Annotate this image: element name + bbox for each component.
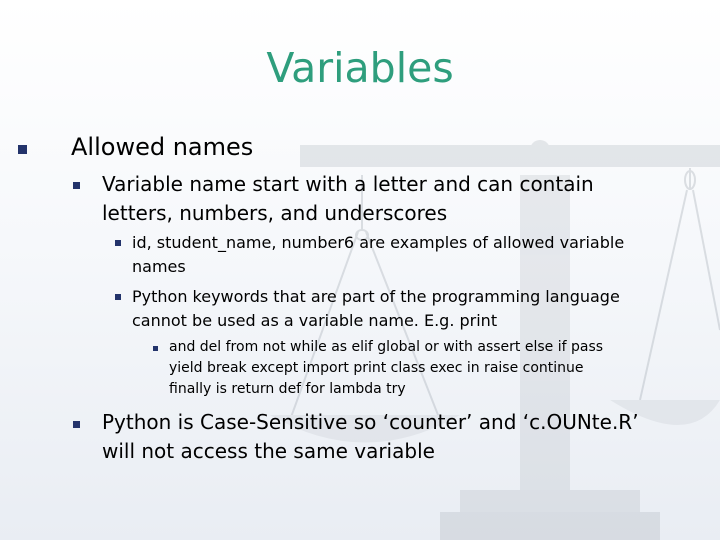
bullet-keyword-list-line2: yield break except import print class exec in raise continue	[169, 360, 584, 376]
bullet-examples-line2: names	[132, 257, 186, 276]
bullet-case-line1: Python is Case-Sensitive so ‘counter’ and ‘c.OUNte.R’	[102, 410, 639, 434]
bullet-allowed-names: Allowed names	[71, 133, 254, 161]
bullet-icon	[73, 182, 80, 189]
bullet-start-rule-line1: Variable name start with a letter and can contain	[102, 172, 594, 196]
bullet-keywords-line2: cannot be used as a variable name. E.g. print	[132, 311, 498, 330]
bullet-examples-line1: id, student_name, number6 are examples of allowed variable	[132, 233, 625, 252]
bullet-start-rule-line2: letters, numbers, and underscores	[102, 201, 448, 225]
bullet-icon	[153, 346, 158, 351]
bullet-keyword-list-line1: and del from not while as elif global or with assert else if pass	[169, 339, 604, 355]
bullet-case-line2: will not access the same variable	[102, 439, 435, 463]
bullet-icon	[18, 145, 27, 154]
slide-title: Variables	[266, 44, 454, 92]
bullet-keyword-list-line3: finally is return def for lambda try	[169, 381, 406, 397]
bullet-icon	[115, 240, 121, 246]
bullet-icon	[115, 294, 121, 300]
bullet-keywords-line1: Python keywords that are part of the programming language	[132, 287, 620, 306]
bullet-icon	[73, 421, 80, 428]
